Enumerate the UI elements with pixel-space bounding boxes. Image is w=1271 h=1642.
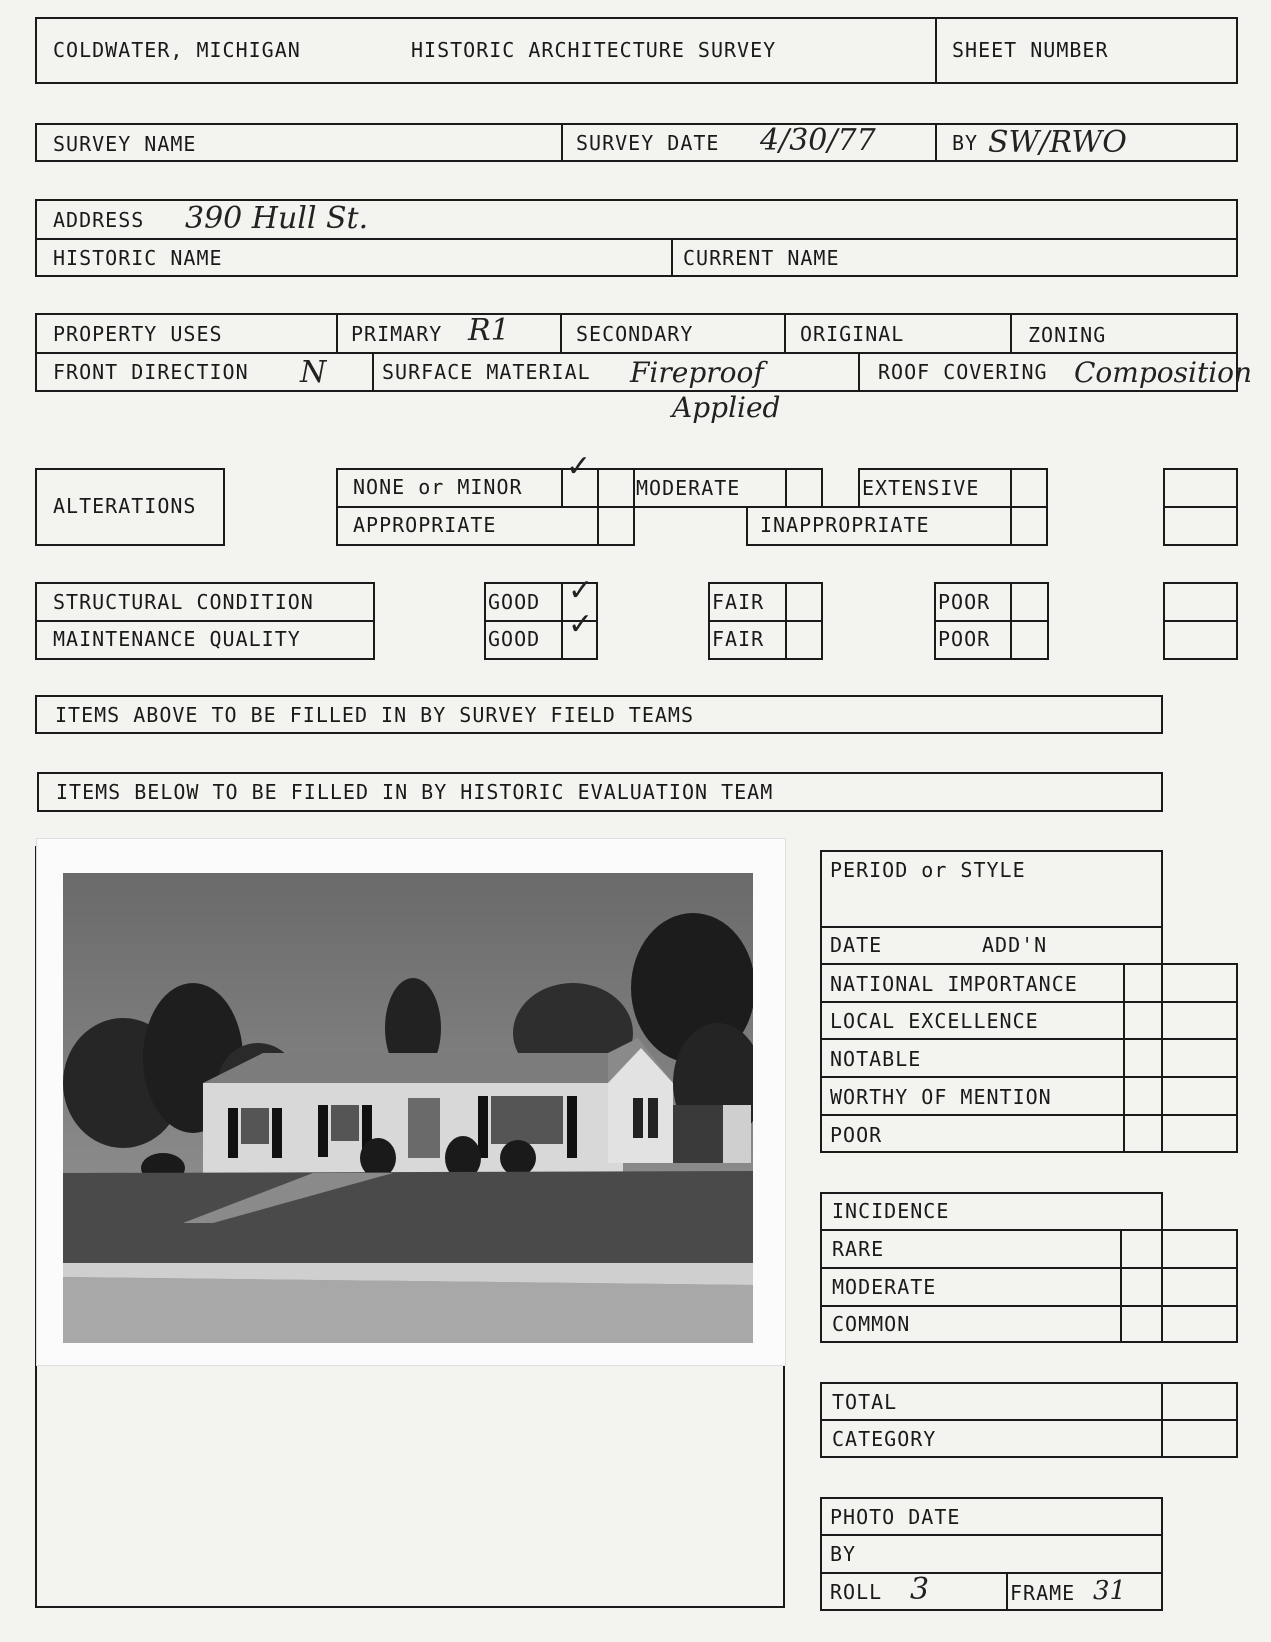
sheet-number-label: SHEET NUMBER [952, 38, 1109, 62]
rare-label: RARE [832, 1237, 885, 1261]
fair-divider [708, 620, 823, 622]
appropriate-label: APPROPRIATE [353, 513, 497, 537]
maintenance-poor-label: POOR [938, 627, 991, 651]
frame-label: FRAME [1010, 1581, 1076, 1605]
incidence-line-2 [820, 1267, 1238, 1269]
survey-by-label: BY [952, 131, 979, 155]
addn-label: ADD'N [982, 933, 1048, 957]
evaluation-score-column[interactable] [1123, 963, 1238, 1153]
roof-covering-label: ROOF COVERING [878, 360, 1048, 384]
alt-top-line-2 [633, 468, 823, 470]
eval-line-3 [820, 1038, 1238, 1040]
incidence-line-3 [820, 1305, 1238, 1307]
inappropriate-label: INAPPROPRIATE [760, 513, 930, 537]
alt-vline-6 [821, 468, 823, 508]
survey-date-value[interactable]: 4/30/77 [760, 123, 876, 158]
roll-frame-divider [1006, 1572, 1008, 1611]
primary-label: PRIMARY [351, 322, 443, 346]
total-score-divider [1161, 1382, 1163, 1458]
period-style-label: PERIOD or STYLE [830, 858, 1026, 882]
structural-fair-label: FAIR [712, 590, 765, 614]
incidence-moderate-label: MODERATE [832, 1275, 937, 1299]
historic-name-label: HISTORIC NAME [53, 246, 223, 270]
incidence-label: INCIDENCE [832, 1199, 950, 1223]
header-divider [935, 17, 937, 84]
front-direction-label: FRONT DIRECTION [53, 360, 249, 384]
maintenance-good-check[interactable]: ✓ [568, 607, 594, 642]
surface-material-value-1[interactable]: Fireproof [630, 356, 764, 389]
total-divider [820, 1419, 1238, 1421]
secondary-label: SECONDARY [576, 322, 694, 346]
structural-condition-label: STRUCTURAL CONDITION [53, 590, 314, 614]
alt-top-line-3 [858, 468, 1048, 470]
alt-mid-line-2 [633, 506, 1048, 508]
property-divider-3 [784, 313, 786, 352]
date-label: DATE [830, 933, 883, 957]
city-label: COLDWATER, MICHIGAN [53, 38, 301, 62]
survey-divider-2 [935, 123, 937, 162]
alterations-score-divider [1163, 506, 1238, 508]
note-above-text: ITEMS ABOVE TO BE FILLED IN BY SURVEY FIELD TEAMS [55, 703, 695, 727]
original-label: ORIGINAL [800, 322, 905, 346]
national-importance-label: NATIONAL IMPORTANCE [830, 972, 1078, 996]
incidence-line-1 [820, 1229, 1238, 1231]
property-divider-5 [372, 352, 374, 392]
property-divider-4 [1010, 313, 1012, 352]
property-divider-6 [858, 352, 860, 392]
property-divider-1 [336, 313, 338, 352]
survey-divider-1 [561, 123, 563, 162]
incidence-score-divider [1161, 1229, 1163, 1343]
eval-line-2 [820, 1001, 1238, 1003]
structural-good-check[interactable]: ✓ [568, 573, 594, 608]
eval-line-1 [820, 963, 1238, 965]
extensive-label: EXTENSIVE [862, 476, 980, 500]
address-label: ADDRESS [53, 208, 145, 232]
front-direction-value[interactable]: N [300, 355, 327, 390]
none-or-minor-check[interactable]: ✓ [566, 449, 592, 484]
photo-info-line-1 [820, 1534, 1163, 1536]
survey-date-label: SURVEY DATE [576, 131, 720, 155]
address-value[interactable]: 390 Hull St. [185, 201, 369, 236]
eval-score-divider [1161, 963, 1163, 1153]
condition-label-divider [35, 620, 375, 622]
primary-value[interactable]: R1 [468, 313, 510, 348]
alt-mid-line-1 [336, 506, 634, 508]
total-label: TOTAL [832, 1390, 898, 1414]
roof-covering-value[interactable]: Composition [1074, 356, 1253, 389]
survey-by-value[interactable]: SW/RWO [988, 125, 1127, 160]
eval-line-5 [820, 1114, 1238, 1116]
structural-poor-label: POOR [938, 590, 991, 614]
alt-bottom-line-1 [336, 544, 634, 546]
eval-poor-label: POOR [830, 1123, 883, 1147]
local-excellence-label: LOCAL EXCELLENCE [830, 1009, 1039, 1033]
alt-vline-7 [858, 468, 860, 508]
alt-vline-1 [336, 468, 338, 546]
fair-check-divider [785, 582, 787, 660]
eval-line-4 [820, 1076, 1238, 1078]
none-or-minor-label: NONE or MINOR [353, 475, 523, 499]
category-label: CATEGORY [832, 1427, 937, 1451]
alt-vline-5 [785, 468, 787, 508]
alterations-label: ALTERATIONS [53, 494, 197, 518]
surface-material-label: SURFACE MATERIAL [382, 360, 591, 384]
maintenance-quality-label: MAINTENANCE QUALITY [53, 627, 301, 651]
survey-name-label: SURVEY NAME [53, 132, 197, 156]
photo-frame-bottom [35, 1606, 785, 1608]
common-label: COMMON [832, 1312, 911, 1336]
surface-material-value-2[interactable]: Applied [672, 391, 781, 424]
alt-vline-4 [633, 468, 635, 546]
structural-good-label: GOOD [488, 590, 541, 614]
alt-vline-9 [1010, 468, 1012, 546]
condition-score-divider [1163, 620, 1238, 622]
maintenance-fair-label: FAIR [712, 627, 765, 651]
alt-vline-8 [746, 506, 748, 546]
incidence-score-column[interactable] [1120, 1229, 1238, 1343]
roll-label: ROLL [830, 1580, 883, 1604]
good-check-divider [561, 582, 563, 660]
frame-value[interactable]: 31 [1093, 1576, 1127, 1606]
form-title: HISTORIC ARCHITECTURE SURVEY [411, 38, 777, 62]
zoning-label: ZONING [1028, 323, 1107, 347]
poor-divider [934, 620, 1049, 622]
maintenance-good-label: GOOD [488, 627, 541, 651]
note-below-text: ITEMS BELOW TO BE FILLED IN BY HISTORIC EVALUATION TEAM [56, 780, 774, 804]
worthy-of-mention-label: WORTHY OF MENTION [830, 1085, 1052, 1109]
moderate-label: MODERATE [636, 476, 741, 500]
alt-vline-10 [1046, 468, 1048, 546]
address-row-divider [35, 238, 1238, 240]
photo-by-label: BY [830, 1542, 857, 1566]
house-photo-image [63, 873, 753, 1343]
house-photograph [36, 838, 786, 1366]
current-name-label: CURRENT NAME [683, 246, 840, 270]
property-divider-2 [560, 313, 562, 352]
property-row-divider [35, 352, 1238, 354]
alt-vline-3 [597, 468, 599, 546]
alt-bottom-line-2 [746, 544, 1048, 546]
alt-vline-2 [561, 468, 563, 508]
property-uses-label: PROPERTY USES [53, 322, 223, 346]
notable-label: NOTABLE [830, 1047, 922, 1071]
poor-check-divider [1010, 582, 1012, 660]
roll-value[interactable]: 3 [910, 1572, 930, 1607]
photo-date-label: PHOTO DATE [830, 1505, 961, 1529]
names-divider [671, 238, 673, 277]
